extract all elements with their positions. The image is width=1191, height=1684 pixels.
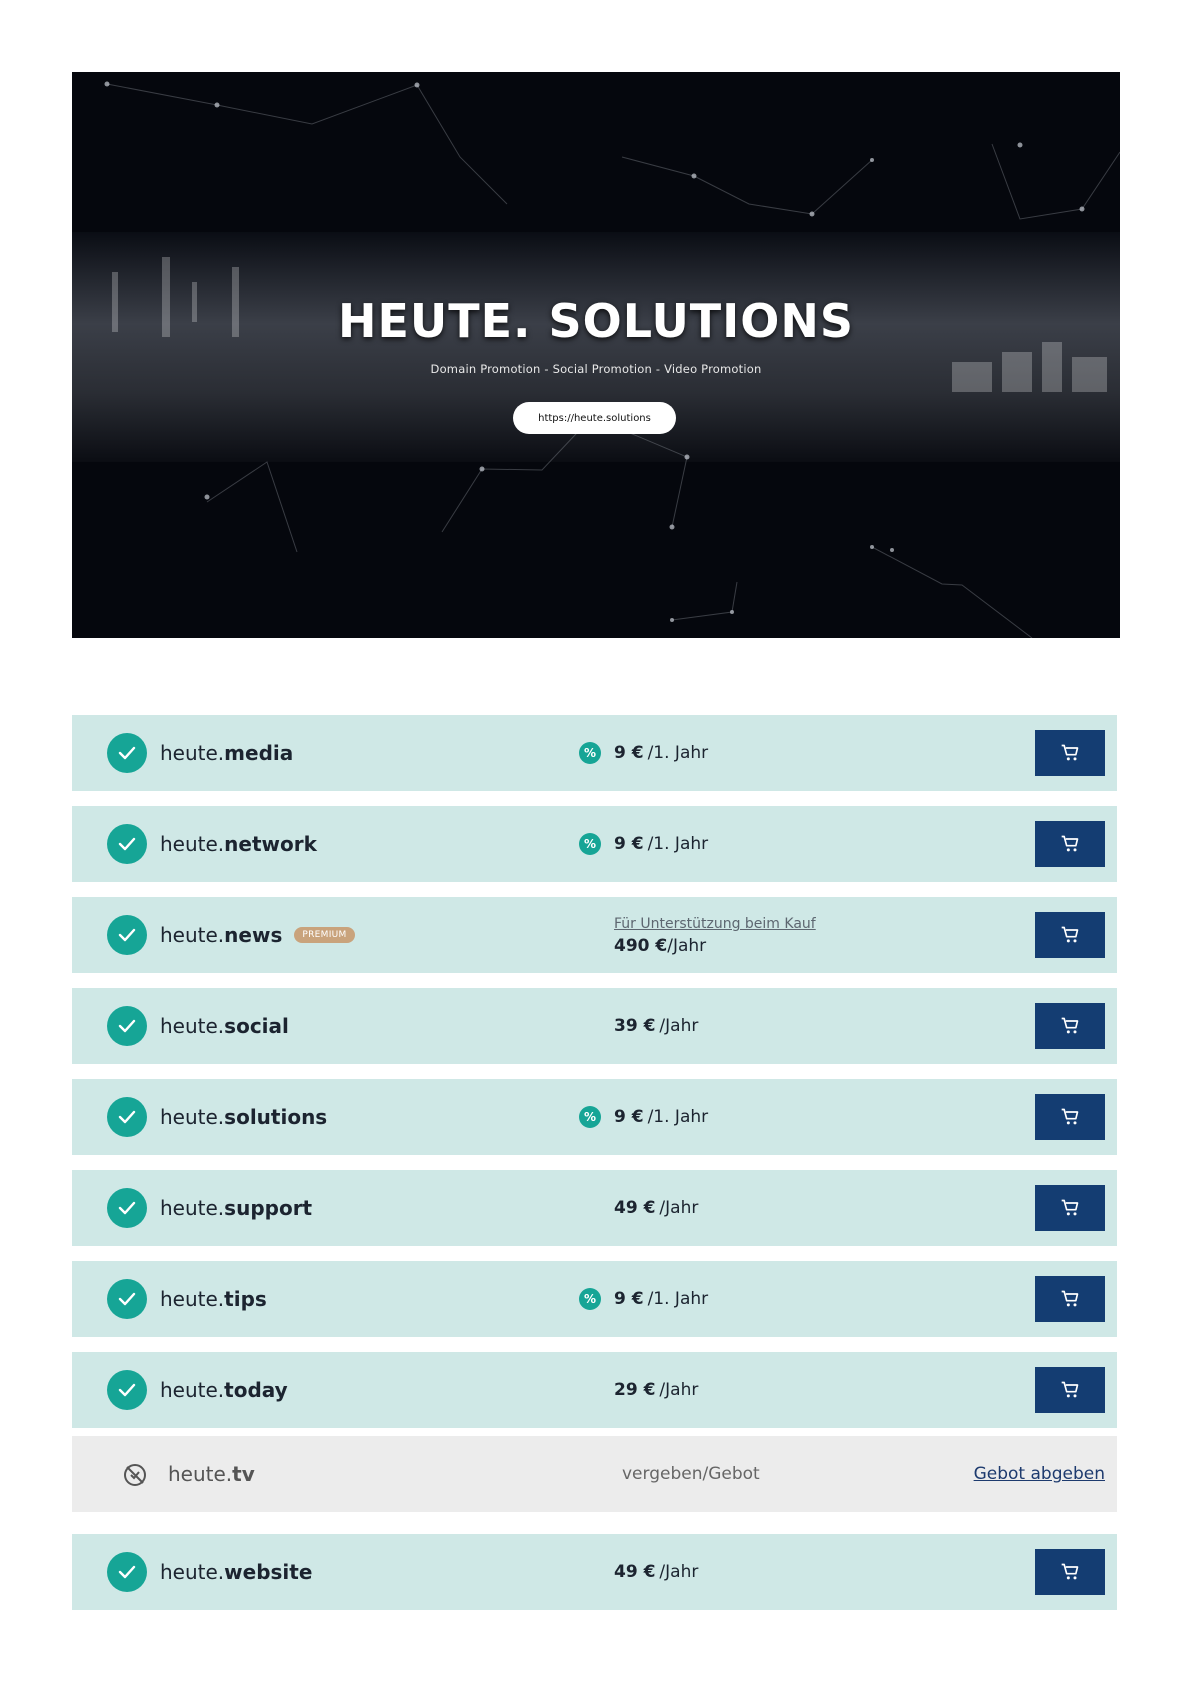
bid-link[interactable]: Gebot abgeben	[973, 1464, 1105, 1484]
cart-icon	[1060, 1289, 1080, 1309]
domain-name: heute. today	[160, 1378, 288, 1402]
cart-icon	[1060, 1562, 1080, 1582]
add-to-cart-button[interactable]	[1035, 1003, 1105, 1049]
cart-icon	[1060, 1107, 1080, 1127]
domain-row	[72, 1170, 1117, 1246]
cart-icon	[1060, 1380, 1080, 1400]
domain-row	[72, 1534, 1117, 1610]
check-circle-icon	[107, 1097, 147, 1137]
price: 39 € /Jahr	[614, 1016, 699, 1036]
domain-row	[72, 1352, 1117, 1428]
domain-row	[72, 806, 1117, 882]
check-circle-icon	[107, 1279, 147, 1319]
check-circle-icon	[107, 1188, 147, 1228]
support-link[interactable]: Für Unterstützung beim Kauf	[614, 916, 816, 932]
domain-name: heute. news PREMIUM	[160, 897, 355, 973]
cart-icon	[1060, 834, 1080, 854]
price: 9 € /1. Jahr	[614, 834, 709, 854]
add-to-cart-button[interactable]	[1035, 1185, 1105, 1231]
hero-url-button[interactable]: https://heute.solutions	[513, 402, 676, 434]
percent-icon: %	[579, 833, 601, 855]
cart-icon	[1060, 743, 1080, 763]
price: Für Unterstützung beim Kauf 490 €/Jahr	[614, 916, 816, 956]
price: 29 € /Jahr	[614, 1380, 699, 1400]
percent-icon: %	[579, 1288, 601, 1310]
check-circle-icon	[107, 1006, 147, 1046]
percent-icon: %	[579, 742, 601, 764]
check-circle-icon	[107, 824, 147, 864]
domain-name: heute. website	[160, 1560, 313, 1584]
add-to-cart-button[interactable]	[1035, 821, 1105, 867]
check-circle-icon	[107, 1552, 147, 1592]
add-to-cart-button[interactable]	[1035, 1276, 1105, 1322]
add-to-cart-button[interactable]	[1035, 1549, 1105, 1595]
taken-status: vergeben/Gebot	[622, 1464, 760, 1484]
blocked-icon	[122, 1462, 148, 1488]
domain-name: heute. tv	[168, 1462, 255, 1486]
add-to-cart-button[interactable]	[1035, 1367, 1105, 1413]
hero-title: HEUTE. SOLUTIONS	[337, 294, 855, 348]
cart-icon	[1060, 1016, 1080, 1036]
price: 9 € /1. Jahr	[614, 1289, 709, 1309]
hero-banner	[72, 72, 1120, 638]
domain-name: heute. support	[160, 1196, 313, 1220]
domain-row	[72, 988, 1117, 1064]
domain-row	[72, 1261, 1117, 1337]
percent-icon: %	[579, 1106, 601, 1128]
domain-row-taken	[72, 1436, 1117, 1512]
domain-name: heute. media	[160, 741, 294, 765]
price: 9 € /1. Jahr	[614, 743, 709, 763]
cart-icon	[1060, 1198, 1080, 1218]
price: 9 € /1. Jahr	[614, 1107, 709, 1127]
price: 49 € /Jahr	[614, 1562, 699, 1582]
domain-name: heute. tips	[160, 1287, 267, 1311]
domain-name: heute. social	[160, 1014, 289, 1038]
premium-badge: PREMIUM	[294, 927, 354, 943]
domain-name: heute. network	[160, 832, 317, 856]
hero-subtitle: Domain Promotion - Social Promotion - Video Promotion	[430, 362, 762, 376]
cart-icon	[1060, 925, 1080, 945]
add-to-cart-button[interactable]	[1035, 1094, 1105, 1140]
domain-name: heute. solutions	[160, 1105, 328, 1129]
domain-row	[72, 715, 1117, 791]
price: 49 € /Jahr	[614, 1198, 699, 1218]
check-circle-icon	[107, 1370, 147, 1410]
check-circle-icon	[107, 733, 147, 773]
check-circle-icon	[107, 915, 147, 955]
add-to-cart-button[interactable]	[1035, 912, 1105, 958]
domain-row	[72, 897, 1117, 973]
domain-row	[72, 1079, 1117, 1155]
hero-background	[72, 72, 1120, 638]
add-to-cart-button[interactable]	[1035, 730, 1105, 776]
